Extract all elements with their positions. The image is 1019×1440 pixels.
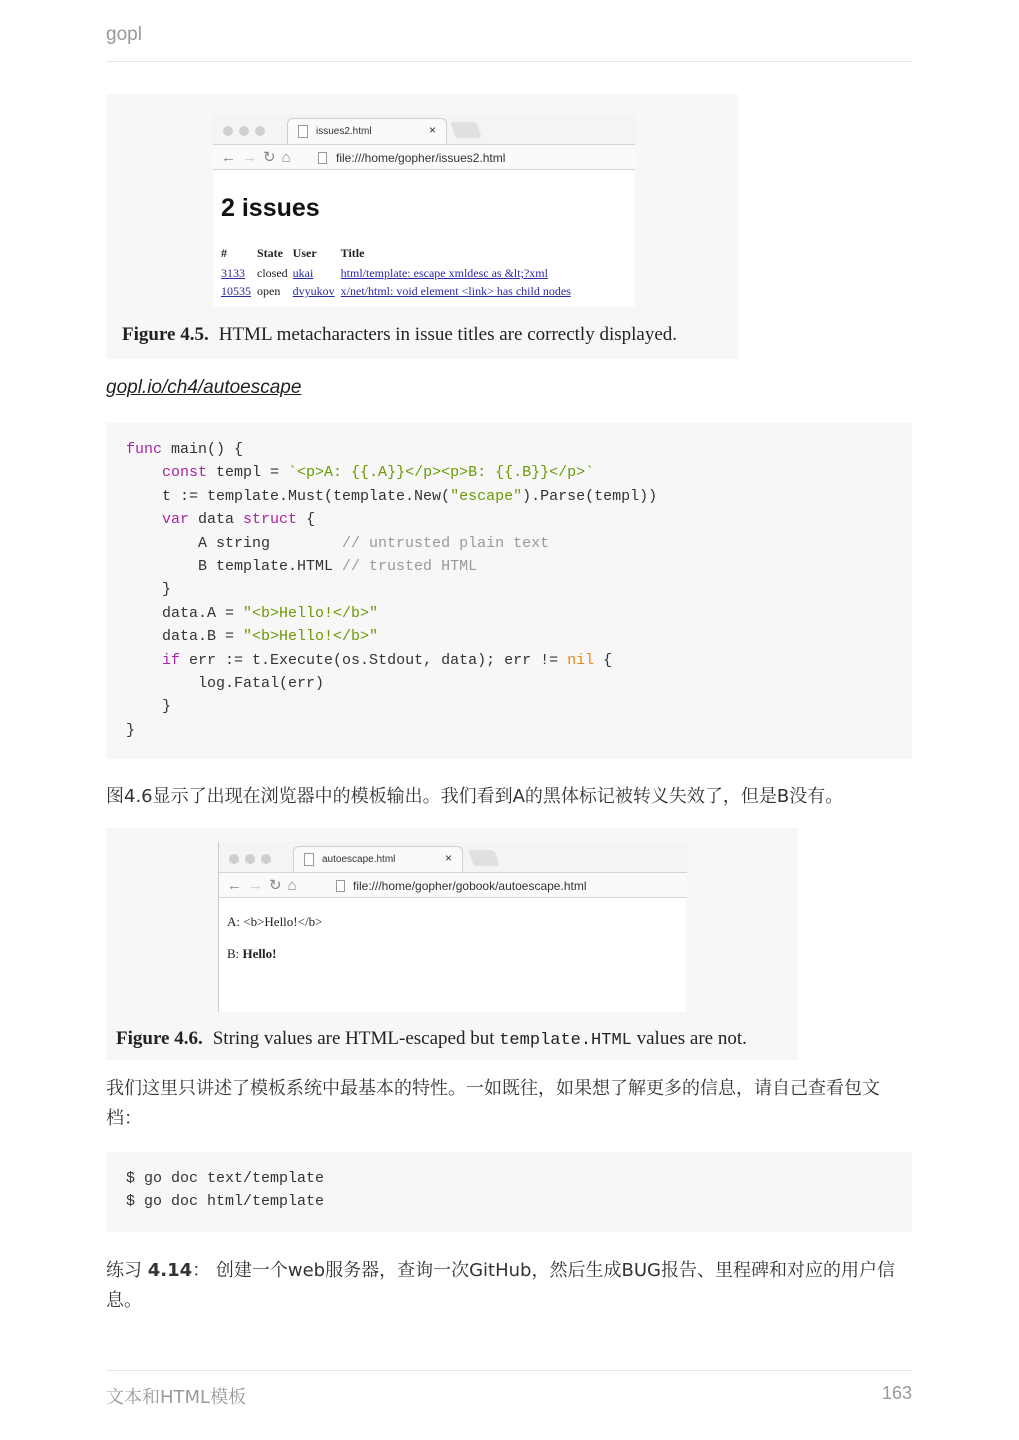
column-header: State [257, 246, 283, 260]
code-line: } [126, 581, 172, 599]
table-row [221, 266, 576, 284]
code-line: const templ = `<p>A: {{.A}}</p><p>B: {{.B}}</p>` [162, 464, 595, 482]
caption-text: HTML metacharacters in issue titles are correctly displayed. [218, 324, 678, 345]
book-title: gopl [106, 24, 142, 45]
page-footer [106, 1370, 912, 1410]
table-header-row [221, 246, 576, 266]
code-line: data.A = "<b>Hello!</b>" [126, 604, 379, 622]
browser-nav-bar [219, 872, 687, 898]
output-line-a: A: <b>Hello!</b> [227, 914, 323, 929]
address-bar: file:///home/gopher/gobook/autoescape.html [353, 879, 587, 893]
exercise-paragraph [106, 1256, 912, 1316]
figure-caption [116, 1028, 747, 1050]
column-header: User [292, 246, 317, 260]
page-header [106, 24, 912, 62]
navigation-icons: ←→↻⌂ [227, 877, 303, 894]
new-tab-icon [450, 122, 482, 138]
column-header: # [221, 246, 227, 260]
table-row [221, 284, 576, 302]
figure-4-6 [106, 828, 798, 1060]
browser-tab [287, 118, 447, 144]
exercise-prefix: 练习 [106, 1260, 148, 1281]
chapter-title: 文本和HTML模板 [106, 1387, 247, 1408]
browser-screenshot-autoescape [218, 842, 686, 1012]
close-icon: × [444, 851, 452, 865]
caption-label: Figure 4.6. [116, 1028, 203, 1049]
close-icon: × [428, 123, 436, 137]
address-bar: file:///home/gopher/issues2.html [336, 151, 506, 165]
output-b-label: B: [227, 946, 243, 961]
issue-state: open [257, 284, 281, 298]
paragraph-docs: 我们这里只讲述了模板系统中最基本的特性。一如既往，如果想了解更多的信息，请自己查看包文档： [106, 1078, 880, 1129]
issue-number-link: 3133 [221, 266, 245, 280]
column-header: Title [340, 246, 365, 260]
browser-nav-bar [213, 144, 635, 170]
code-block-autoescape [106, 423, 912, 759]
browser-tab-bar [213, 114, 635, 144]
source-link[interactable]: gopl.io/ch4/autoescape [106, 377, 302, 398]
code-line: B template.HTML // trusted HTML [126, 558, 478, 575]
code-line: data.B = "<b>Hello!</b>" [126, 628, 379, 646]
issues-heading: 2 issues [221, 194, 320, 222]
code-line: log.Fatal(err) [126, 675, 325, 692]
output-line-b [227, 946, 276, 962]
page-icon [336, 880, 345, 892]
issues-table [221, 246, 576, 302]
browser-screenshot-issues [213, 114, 635, 306]
browser-tab-bar [219, 842, 687, 872]
code-line: func main() { [126, 441, 244, 458]
issue-title-link: html/template: escape xmldesc as &lt;?xml [340, 266, 548, 280]
window-controls [229, 851, 277, 869]
code-line: if err := t.Execute(os.Stdout, data); err != nil { [162, 651, 613, 669]
page-icon [318, 152, 327, 164]
caption-text: String values are HTML-escaped but [212, 1028, 500, 1049]
code-line: t := template.Must(template.New("escape").Parse(templ)) [126, 487, 658, 505]
code-block-go-doc [106, 1152, 912, 1232]
code-line: A string // untrusted plain text [126, 534, 550, 552]
output-b-bold: Hello! [242, 946, 277, 961]
document-icon [298, 125, 308, 138]
issue-title-link: x/net/html: void element <link> has child nodes [340, 284, 571, 298]
issue-user-link: ukai [292, 266, 314, 280]
caption-label: Figure 4.5. [122, 324, 209, 345]
paragraph-figure-ref: 图4.6显示了出现在浏览器中的模板输出。我们看到A的黑体标记被转义失效了，但是B没有。 [106, 786, 844, 807]
code-line: $ go doc text/template [126, 1170, 325, 1187]
browser-tab [293, 846, 463, 872]
tab-title: autoescape.html [322, 854, 396, 865]
code-line: } [126, 721, 136, 739]
window-controls [223, 123, 271, 141]
code-line: $ go doc html/template [126, 1193, 325, 1211]
new-tab-icon [468, 850, 500, 866]
code-line: } [126, 698, 172, 716]
exercise-number: 4.14 [147, 1260, 193, 1281]
page-number: 163 [881, 1383, 912, 1403]
caption-text-end: values are not. [631, 1028, 747, 1049]
figure-caption [122, 324, 677, 346]
caption-code: template.HTML [499, 1031, 632, 1050]
document-icon [304, 853, 314, 866]
code-line: var data struct { [162, 511, 316, 529]
exercise-text: ： 创建一个web服务器，查询一次GitHub，然后生成BUG报告、里程碑和对应的用户信息。 [106, 1260, 895, 1311]
issue-state: closed [257, 266, 288, 280]
issue-user-link: dvyukov [292, 284, 335, 298]
issue-number-link: 10535 [221, 284, 251, 298]
figure-4-5 [106, 94, 738, 359]
navigation-icons: ←→↻⌂ [221, 149, 297, 166]
tab-title: issues2.html [316, 126, 372, 137]
